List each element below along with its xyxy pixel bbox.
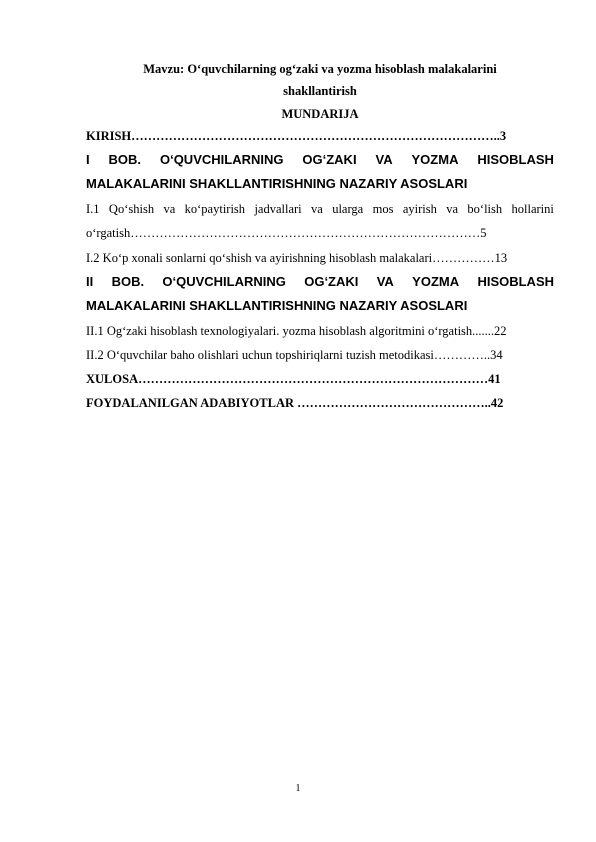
toc-word: va	[311, 202, 323, 216]
toc-word: BOB.	[111, 274, 145, 289]
toc-entry-bob2-line1	[86, 271, 554, 293]
toc-word: HISOBLASH	[477, 274, 554, 289]
toc-word: VA	[375, 152, 393, 167]
title-line-2: shakllantirish	[283, 84, 357, 98]
toc-word: OG‘ZAKI	[304, 274, 359, 289]
toc-word: VA	[376, 274, 394, 289]
toc-word: hollarini	[511, 202, 554, 216]
toc-word: ularga	[332, 202, 364, 216]
toc-heading: MUNDARIJA	[281, 107, 359, 121]
toc-word: Qo‘shish	[108, 202, 155, 216]
page-number: 1	[295, 783, 301, 794]
toc-word: II	[86, 274, 94, 289]
toc-word: va	[163, 202, 176, 216]
toc-word: I.1	[86, 202, 100, 216]
toc-word: YOZMA	[411, 152, 459, 167]
toc-word: jadvallari	[254, 202, 302, 216]
toc-word: mos	[372, 202, 394, 216]
toc-entry-ii1: II.1 Og‘zaki hisoblash texnologiyalari. yozma hisoblash algoritmini o‘rgatish.......22	[86, 324, 507, 338]
toc-word: BOB.	[108, 152, 142, 167]
toc-word: bo‘lish	[467, 202, 503, 216]
toc-entry-i2: I.2 Ko‘p xonali sonlarni qo‘shish va ayirishning hisoblash malakalari……………13	[86, 251, 508, 265]
toc-word: O‘QUVCHILARNING	[159, 152, 284, 167]
toc-entry-i1-line2: o‘rgatish…………………………………………………………………………5	[86, 226, 487, 240]
toc-word: I	[86, 152, 90, 167]
toc-word: YOZMA	[412, 274, 460, 289]
toc-word: OG‘ZAKI	[302, 152, 357, 167]
toc-entry-xulosa: XULOSA…………………………………………………………………………41	[86, 372, 501, 386]
toc-word: ayirish	[402, 202, 437, 216]
toc-entry-adabiyot: FOYDALANILGAN ADABIYOTLAR ………………………………………..42	[86, 396, 504, 410]
toc-entry-kirish: KIRISH……………………………………………………………………………..3	[86, 129, 507, 143]
toc-entry-bob1-line2: MALAKALARINI SHAKLLANTIRISHNING NAZARIY ASOSLARI	[86, 176, 468, 191]
toc-word: O‘QUVCHILARNING	[162, 274, 286, 289]
toc-entry-bob1-line1	[86, 149, 554, 171]
toc-word: HISOBLASH	[477, 152, 554, 167]
toc-entry-i1-line1	[86, 198, 554, 220]
toc-entry-ii2: II.2 O‘quvchilar baho olishlari uchun topshiriqlarni tuzish metodikasi…………..34	[86, 348, 503, 362]
toc-word: va	[446, 202, 459, 216]
toc-entry-bob2-line2: MALAKALARINI SHAKLLANTIRISHNING NAZARIY ASOSLARI	[86, 298, 468, 313]
title-line-1: Mavzu: O‘quvchilarning og‘zaki va yozma hisoblash malakalarini	[143, 62, 497, 76]
toc-word: ko‘paytirish	[184, 202, 246, 216]
